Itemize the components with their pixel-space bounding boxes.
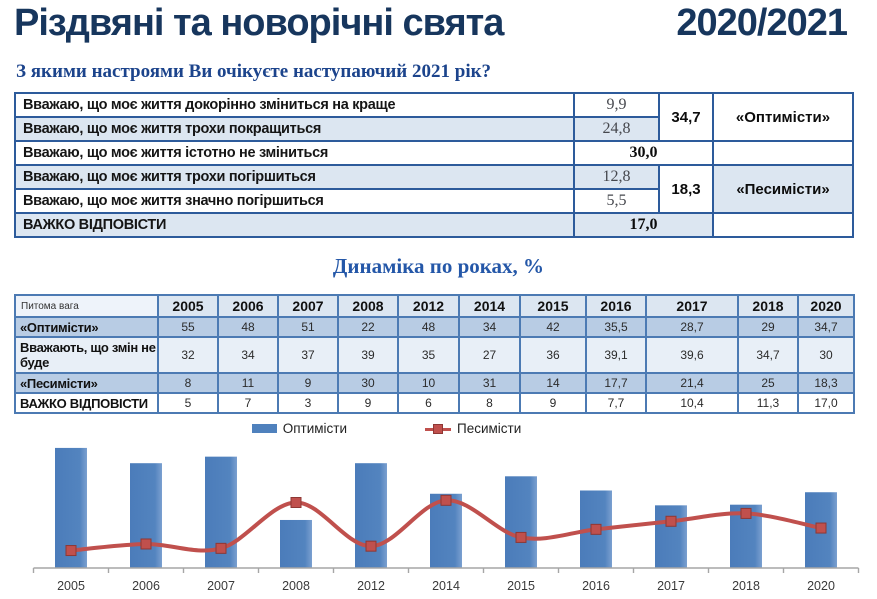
value-cell: 30 — [338, 373, 398, 393]
value-cell: 7,7 — [586, 393, 646, 413]
value-cell: 9 — [338, 393, 398, 413]
value-cell: 39 — [338, 337, 398, 373]
mood-row-label: ВАЖКО ВІДПОВІСТИ — [15, 213, 574, 237]
value-cell: 7 — [218, 393, 278, 413]
mood-row-value: 17,0 — [574, 213, 713, 237]
dynamics-row — [15, 393, 854, 413]
x-axis-label: 2008 — [282, 579, 310, 593]
line-marker-2005 — [66, 546, 76, 556]
year-header: 2020 — [798, 295, 854, 317]
empty-cell — [713, 141, 853, 165]
value-cell: 36 — [520, 337, 586, 373]
value-cell: 35,5 — [586, 317, 646, 337]
bar-Оптимісти-2012 — [355, 463, 387, 568]
value-cell: 10,4 — [646, 393, 738, 413]
line-marker-2006 — [141, 539, 151, 549]
year-header: 2006 — [218, 295, 278, 317]
value-cell: 39,1 — [586, 337, 646, 373]
year-header: 2008 — [338, 295, 398, 317]
year-header: 2005 — [158, 295, 218, 317]
table-row — [15, 165, 853, 189]
mood-row-value: 30,0 — [574, 141, 713, 165]
value-cell: 9 — [278, 373, 338, 393]
row-label: «Песимісти» — [15, 373, 158, 393]
value-cell: 34 — [459, 317, 520, 337]
value-cell: 14 — [520, 373, 586, 393]
value-cell: 11 — [218, 373, 278, 393]
value-cell: 8 — [158, 373, 218, 393]
group-name-pessimists: «Песимісти» — [713, 165, 853, 213]
mood-row-label: Вважаю, що моє життя докорінно зміниться на краще — [15, 93, 574, 117]
mood-row-label: Вважаю, що моє життя значно погіршиться — [15, 189, 574, 213]
line-marker-2017 — [666, 516, 676, 526]
year-header: 2015 — [520, 295, 586, 317]
x-axis-label: 2012 — [357, 579, 385, 593]
value-cell: 8 — [459, 393, 520, 413]
dynamics-table — [14, 294, 855, 414]
value-cell: 37 — [278, 337, 338, 373]
line-marker-2008 — [291, 498, 301, 508]
dynamics-row — [15, 337, 854, 373]
title-years: 2020/2021 — [676, 2, 847, 44]
x-axis-label: 2005 — [57, 579, 85, 593]
legend-label: Песимісти — [457, 421, 522, 436]
mood-row-label: Вважаю, що моє життя трохи покращиться — [15, 117, 574, 141]
year-header: 2012 — [398, 295, 459, 317]
row-label: Вважають, що змін не буде — [15, 337, 158, 373]
bar-Оптимісти-2008 — [280, 520, 312, 568]
value-cell: 25 — [738, 373, 798, 393]
value-cell: 48 — [218, 317, 278, 337]
value-cell: 22 — [338, 317, 398, 337]
year-header: 2014 — [459, 295, 520, 317]
value-cell: 27 — [459, 337, 520, 373]
chart-legend — [0, 421, 825, 436]
line-marker-2015 — [516, 532, 526, 542]
bar-Оптимісти-2017 — [655, 505, 687, 568]
line-marker-2016 — [591, 524, 601, 534]
bar-Оптимісти-2015 — [505, 476, 537, 568]
table-row — [15, 141, 853, 165]
value-cell: 55 — [158, 317, 218, 337]
corner-label: Питома вага — [15, 295, 158, 317]
value-cell: 32 — [158, 337, 218, 373]
value-cell: 39,6 — [646, 337, 738, 373]
mood-row-label: Вважаю, що моє життя трохи погіршиться — [15, 165, 574, 189]
year-header: 2016 — [586, 295, 646, 317]
value-cell: 17,0 — [798, 393, 854, 413]
x-axis-label: 2007 — [207, 579, 235, 593]
value-cell: 3 — [278, 393, 338, 413]
empty-cell — [713, 213, 853, 237]
line-marker-2007 — [216, 543, 226, 553]
value-cell: 42 — [520, 317, 586, 337]
legend-item-optimists — [252, 421, 347, 436]
table-row — [15, 93, 853, 117]
group-name-optimists: «Оптимісти» — [713, 93, 853, 141]
value-cell: 51 — [278, 317, 338, 337]
value-cell: 34,7 — [798, 317, 854, 337]
dynamics-heading: Динаміка по роках, % — [332, 254, 545, 278]
page-title — [14, 2, 847, 45]
row-label: ВАЖКО ВІДПОВІСТИ — [15, 393, 158, 413]
value-cell: 29 — [738, 317, 798, 337]
mood-row-value: 12,8 — [574, 165, 659, 189]
value-cell: 10 — [398, 373, 459, 393]
line-marker-2018 — [741, 508, 751, 518]
survey-question: З якими настроями Ви очікуєте наступаючий 2021 рік? — [16, 61, 492, 82]
value-cell: 18,3 — [798, 373, 854, 393]
value-cell: 34,7 — [738, 337, 798, 373]
x-axis-label: 2016 — [582, 579, 610, 593]
value-cell: 35 — [398, 337, 459, 373]
dynamics-header-row — [15, 295, 854, 317]
value-cell: 6 — [398, 393, 459, 413]
mood-row-label: Вважаю, що моє життя істотно не зміниться — [15, 141, 574, 165]
row-label: «Оптимісти» — [15, 317, 158, 337]
x-axis — [34, 568, 859, 573]
value-cell: 21,4 — [646, 373, 738, 393]
value-cell: 34 — [218, 337, 278, 373]
line-marker-2014 — [441, 495, 451, 505]
group-total-optimists: 34,7 — [659, 93, 713, 141]
line-marker-2020 — [816, 523, 826, 533]
value-cell: 31 — [459, 373, 520, 393]
mood-row-value: 5,5 — [574, 189, 659, 213]
mood-row-value: 9,9 — [574, 93, 659, 117]
x-axis-label: 2017 — [657, 579, 685, 593]
x-axis-label: 2020 — [807, 579, 835, 593]
x-axis-label: 2015 — [507, 579, 535, 593]
value-cell: 17,7 — [586, 373, 646, 393]
line-swatch-icon — [425, 424, 451, 434]
mood-row-value: 24,8 — [574, 117, 659, 141]
x-axis-label: 2006 — [132, 579, 160, 593]
bar-swatch-icon — [252, 424, 277, 433]
mood-table — [14, 92, 854, 238]
value-cell: 28,7 — [646, 317, 738, 337]
legend-label: Оптимісти — [282, 421, 348, 436]
year-header: 2018 — [738, 295, 798, 317]
group-total-pessimists: 18,3 — [659, 165, 713, 213]
year-header: 2017 — [646, 295, 738, 317]
x-axis-label: 2014 — [432, 579, 460, 593]
value-cell: 48 — [398, 317, 459, 337]
value-cell: 9 — [520, 393, 586, 413]
line-marker-2012 — [366, 541, 376, 551]
value-cell: 30 — [798, 337, 854, 373]
title-main: Різдвяні та новорічні свята — [14, 2, 504, 44]
legend-item-pessimists — [425, 421, 521, 436]
bar-Оптимісти-2006 — [130, 463, 162, 568]
combo-chart — [0, 437, 877, 599]
value-cell: 11,3 — [738, 393, 798, 413]
x-axis-label: 2018 — [732, 579, 760, 593]
dynamics-row — [15, 373, 854, 393]
table-row — [15, 213, 853, 237]
value-cell: 5 — [158, 393, 218, 413]
year-header: 2007 — [278, 295, 338, 317]
dynamics-row — [15, 317, 854, 337]
